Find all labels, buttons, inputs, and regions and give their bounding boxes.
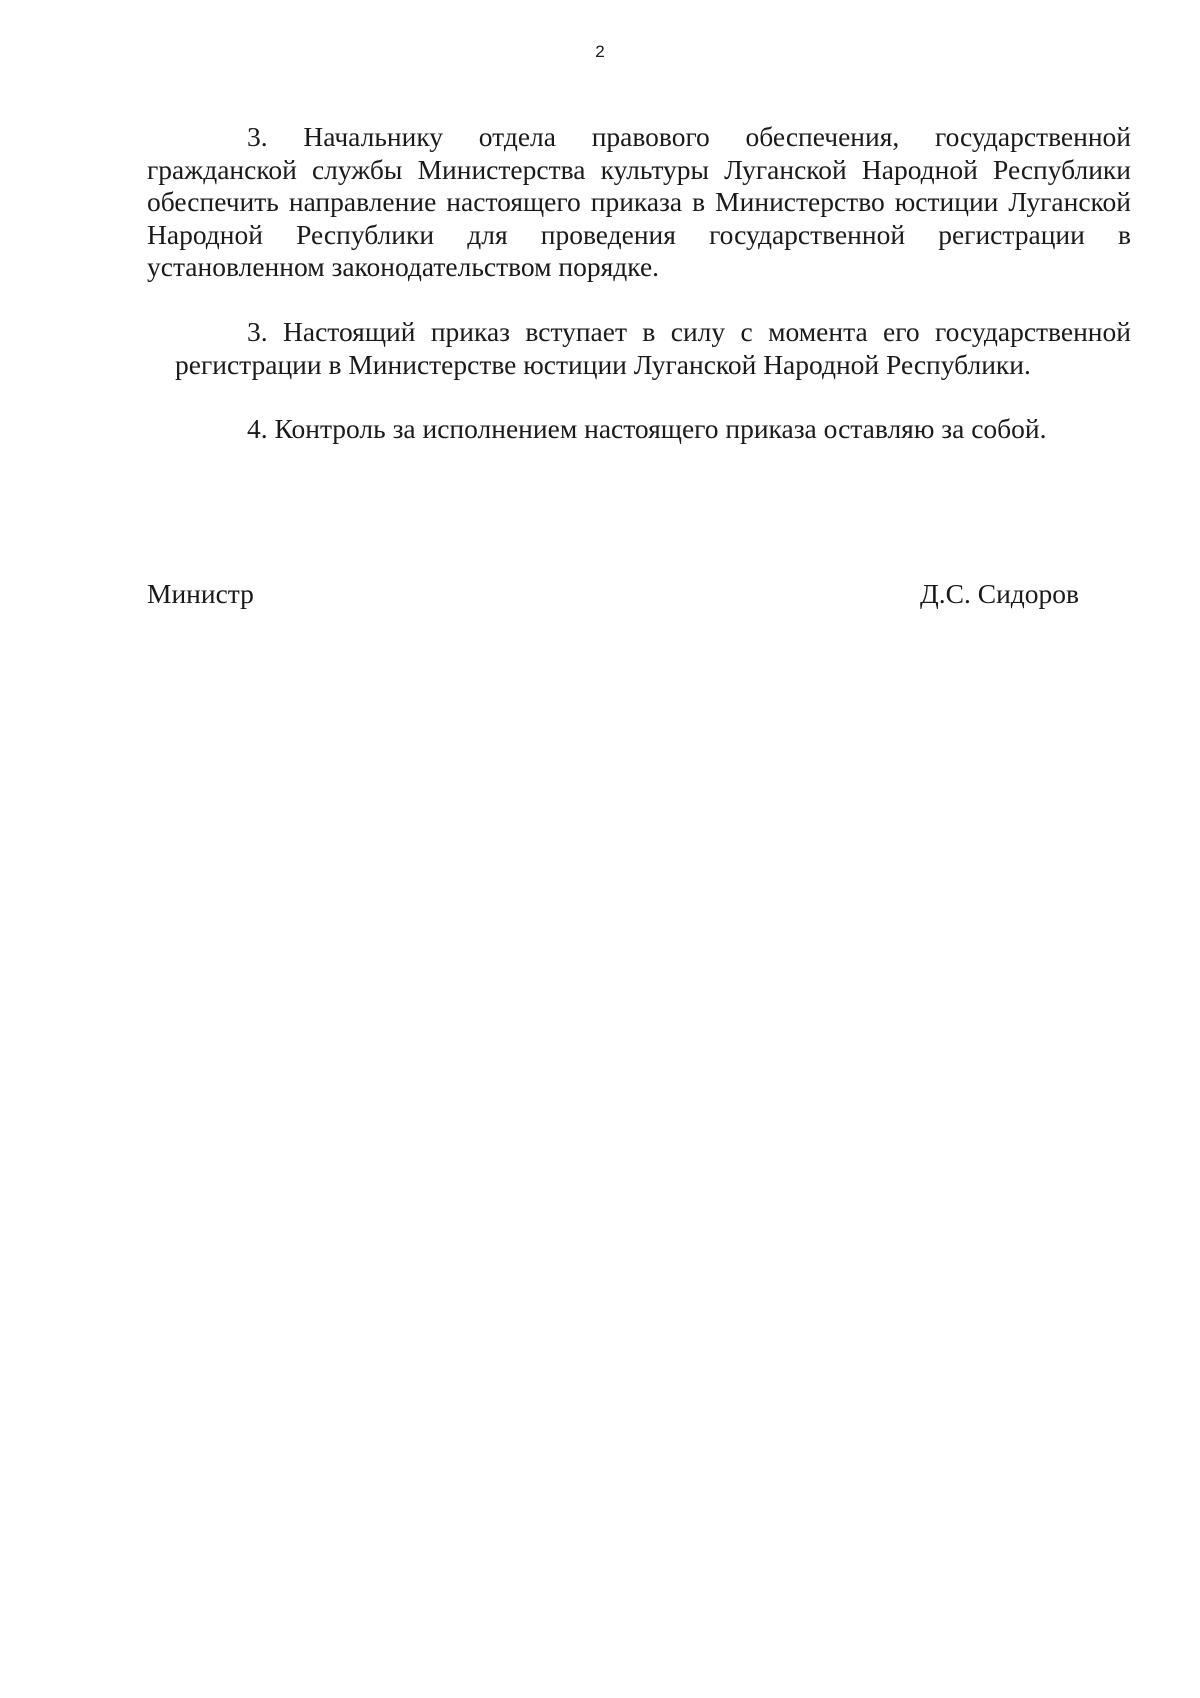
page-number: 2 bbox=[595, 42, 605, 61]
signature-title: Министр bbox=[147, 578, 254, 609]
paragraph-item-4-control: 4. Контроль за исполнением настоящего приказа оставляю за собой. bbox=[247, 413, 1047, 444]
signature-name: Д.С. Сидоров bbox=[920, 578, 1080, 609]
paragraph-item-3-instruction: 3. Начальнику отдела правового обеспечения, государственной гражданской службы Министерства культуры Луганской Народной Республики обеспечить направление настоящего приказа в Министерство юстиции Луганской Народной Республики для проведения государственной регистрации в установленном законодательством порядке. bbox=[147, 121, 1131, 282]
paragraph-item-3-effective-date: 3. Настоящий приказ вступает в силу с момента его государственной регистрации в Министерстве юстиции Луганской Народной Республики. bbox=[175, 316, 1131, 380]
